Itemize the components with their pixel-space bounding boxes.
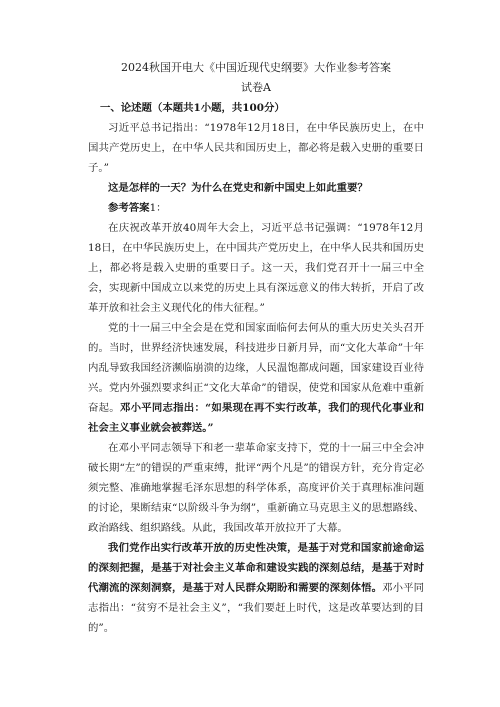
answer-label-suffix: 1： <box>149 202 167 214</box>
answer-label-bold: 参考答案 <box>108 202 150 214</box>
paper-label: 试卷A <box>241 81 271 94</box>
answer-paragraph-1: 在庆祝改革开放40周年大会上，习近平总书记强调：“1978年12月18日，在中华民族历史上，在中国共产党历史上，在中华人民共和国历史上，都必将是载入史册的重要日子。这一天，我们党召开十一届三中全会，实现新中国成立以来党的历史上具有深远意义的伟大转折，开启了改革开放和社会主义现代化的伟大征程。” <box>88 222 424 314</box>
section-heading: 一、论述题（本题共1小题，共100分） <box>100 102 285 114</box>
document-title: 2024秋国开电大《中国近现代史纲要》大作业参考答案 <box>121 61 391 74</box>
answer-paragraph-2-text: 党的十一届三中全会是在党和国家面临何去何从的重大历史关头召开的。当时，世界经济快速发展，科技进步日新月异，而“文化大革命”十年内乱导致我国经济濒临崩溃的边缘，人民温饱都成问题，国家建设百业待兴。党内外强烈要求纠正“文化大革命”的错误，使党和国家从危难中重新奋起。 <box>88 322 424 414</box>
answer-paragraph-3: 在邓小平同志领导下和老一辈革命家支持下，党的十一届三中全会冲破长期“左”的错误的严重束缚，批评“两个凡是”的错误方针，充分肯定必须完整、准确地掌握毛泽东思想的科学体系，高度评价关于真理标准问题的讨论，果断结束“以阶级斗争为纲”，重新确立马克思主义的思想路线、政治路线、组织路线。从此，我国改革开放拉开了大幕。 <box>88 442 424 534</box>
answer-paragraph-4-text: 邓小平同志指出：“贫穷不是社会主义”，“我们要赶上时代，这是改革要达到的目的”。 <box>88 582 425 634</box>
answer-paragraph-2-quote: 邓小平同志指出：“如果现在再不实行改革，我们的现代化事业和社会主义事业就会被葬送。” <box>88 402 424 434</box>
answer-paragraph-2 <box>88 318 424 438</box>
prompt-quote: 习近平总书记指出：“1978年12月18日，在中华民族历史上，在中国共产党历史上，在中华人民共和国历史上，都必将是载入史册的重要日子。” <box>88 122 424 174</box>
document-page <box>88 58 424 638</box>
answer-paragraph-4-bold: 我们党作出实行改革开放的历史性决策，是基于对党和国家前途命运的深刻把握，是基于对社会主义革命和建设实践的深刻总结，是基于对时代潮流的深刻洞察，是基于对人民群众期盼和需要的深刻体悟。 <box>88 542 424 594</box>
question-text: 这是怎样的一天？为什么在党史和新中国史上如此重要？ <box>108 182 368 194</box>
answer-paragraph-4 <box>88 538 424 638</box>
answer-label <box>88 198 424 218</box>
